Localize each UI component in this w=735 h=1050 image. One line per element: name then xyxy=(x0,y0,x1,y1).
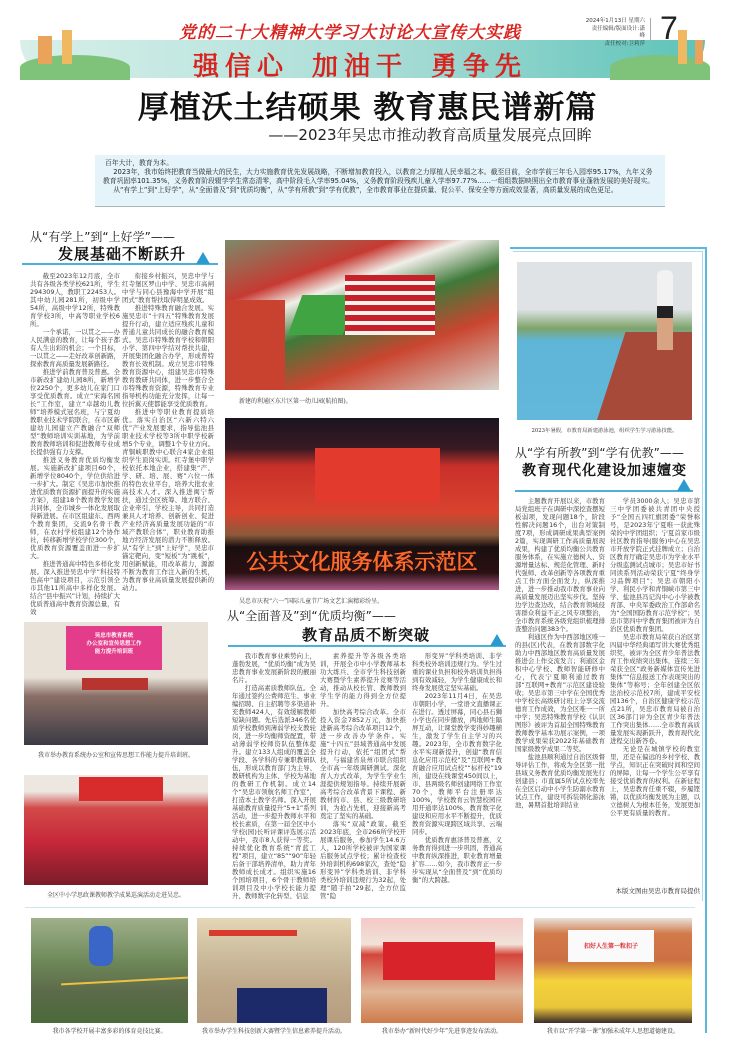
coach-figure xyxy=(657,270,673,350)
photo-youth xyxy=(361,918,523,1023)
paragraph: 学员3000余人；吴忠市第三中学团委被共青团中央授予“全国五四红旗团委”荣誉称号，是2023年宁夏唯一获此殊荣的中学团组织；宁夏首家市级社区教育指导(服务)中心在吴忠市开放学院正式挂牌成立；自治区教育厅确定吴忠市为学业水平分级监测试点城市；吴忠市好书同读系列活动荣获宁夏“终身学习品牌项目”；吴忠市朝阳小学、利民小学和青铜峡市第三中学、盐池县冯记沟中心小学被教育部、中央军委政治工作部命名为“全国国防教育示范学校”；吴忠市第四中学教育集团被评为自治区优质教育集团。 xyxy=(610,497,700,633)
banner-line: 能力提升培训班 xyxy=(94,649,134,655)
stage-table xyxy=(82,678,148,690)
section2-column-2 xyxy=(320,652,406,904)
issue-date: 2024年1月13日 星期六 xyxy=(585,18,645,24)
paragraph: 素养提升等各级各类培训，开展全市中小学教师基本功大练兵、全市学生科技创新大赛暨学生素养提升竞赛等活动，推动从校长管、教师教到学生学的能力得到全方位提升。 xyxy=(320,652,406,708)
section3-column-1 xyxy=(515,497,605,881)
section3-column-2 xyxy=(610,497,700,881)
paragraph: 一个承诺，一以贯之——办人民满意的教育，让每个孩子都有人生出彩的机会；一个目标，一以贯之——走好改革创新路，探索教育高质量发展新路径。 xyxy=(30,328,120,368)
photo-sports xyxy=(31,918,188,1023)
photo-training xyxy=(24,622,208,745)
right-building-decoration xyxy=(695,40,703,64)
intro-paragraph: 2023年，我市始终把教育当做最大的民生，大力实施教育优先发展战略，不断增加教育投入，以教育之力厚植人民幸福之本。截至目前，全市学前三年毛入园率95.17%，九年义务教育巩固率101.35%，义务教育阶段辍学学生常态清零，高中阶段毛入学率95.04%，义务教育阶段残疾儿童入学率97.77%……一组组数据映照出全市教育事业蓬勃发展的美好现实。 xyxy=(103,168,655,185)
paragraph: 加快高考综合改革。全市投入资金7852万元，加快推进新高考综合改革项目12个，进一步改善办学条件。实施“十四五”县域普通高中发展提升行动，依托“组团式”帮扶，与福建省泉州市联合组织全市高一年级调研测试。深化育人方式改革，为学生学业生涯提供规划指导。持续开展新高考综合改革背景下课程、新教材的市、县、校三级教研培训，为抢占先机，迎接新高考奠定了坚实的基础。 xyxy=(320,708,406,820)
section2-heading: 教育品质不断突破 xyxy=(302,626,431,644)
school-building xyxy=(345,275,435,335)
issue-info xyxy=(585,18,645,48)
section3-rule xyxy=(515,490,693,492)
section2-kicker: 从“全面普及”到“优质均衡”—— xyxy=(227,609,396,623)
paragraph: 优质教育惠泽普及普惠，义务教育得到进一步巩固，普通高中教育纵深推进，职业教育增量扩容……如今，我市教育正一步步实现从“全面普及”到“优质均衡”的大跨越。 xyxy=(412,836,502,884)
paragraph: 推进中等职业教育提质培优。落实自治区“六新六特六优”产业发展要求，指导盐池县职业技术学校等3所中职学校新增5个专业，调整1个专业方向。青铜峡职教中心联合4家企业组织学生顶岗实训。红寺堡中职学校依托本地企业，搭建集“产、学、研、培、展、赛”六位一体的特色农业平台，培养大批农业高技术人才。深入推进闽宁帮扶，通过全区统筹、地方联合、企业牵引、学校主导，共同打造兼具人才培养、创新创业、促进产业经济高质量发展功能的“市域产教联合体”，职业教育助推地方经济发展的潜力不断释放。从“有学上”到“上好学”，吴忠市锚定靶向，变“短板”为“跳板”，用创新赋能，用改革蓄力，源源不断为教育工作注入新的生机，为教育事业高质量发展提供新的动力。 xyxy=(122,408,214,592)
photo-caption: 吴忠市庆祝“六一”国际儿童节广场文艺汇演精彩纷呈。 xyxy=(239,598,384,605)
photo-firstclass xyxy=(534,918,692,1023)
photo-kindergarten xyxy=(225,240,499,390)
section1-heading: 发展基础不断跃升 xyxy=(58,245,187,263)
section1-column-1 xyxy=(30,272,120,617)
left-scenery-decoration xyxy=(20,55,130,80)
tour-banner xyxy=(79,777,163,801)
paragraph: 吴忠市教育局荣获自治区第四届中华经典诵写讲大赛优秀组织奖，被评为全区青少年普法教育工作成绩突出集体，连续三年荣获全区“政务新媒体宣传先进集体”“信息报送工作表现突出的集体”等称号；全年创建全区依法治校示范校7所，建成平安校园136个，自治区健康学校示范点21所，吴忠市教育局被自治区36部门评为全区青少年普法工作突出集体……全市教育高质量发展实现新跃升，教育现代化进程交出新答卷。 xyxy=(610,633,700,745)
robot-banner xyxy=(209,930,297,936)
paragraph: 落实“双减”政策。截至2023年底，全市266所学校开展课后服务，参加学生14.6万人，120所学校被评为国家课后服务试点学校；累计检查校外培训机构698家次，查处“隐形变异”学科类培训、非学科类校外培训违规行为32起，处理“随手拍”29起，全方位监管“隐 xyxy=(320,820,406,900)
photo-robot xyxy=(197,918,351,1023)
paragraph: 打造高素质教师队伍。全年通过签约公费师范生、事业编招聘、自主招聘等多渠道补充教师424人，有效缓解教师短缺问题。先后选派346名优质学校教师到薄弱学校支教轮岗，进一步均衡师资配置，带动薄弱学校师资队伍整体提升。建立133人组成的覆盖全学段、各学科的专兼职教研队伍，形成以教育部门为主导、教研机构为主体、学校为基地的教研工作机制。成立14个“吴忠市领航名师工作室”，打造本土教学名师。深入开展基础教育质量提升“5+1”系列活动，进一步提升教师水平和校长素质，在第一届全区中小学校(园)长听评课评选展示活动中，我市8人获得一等奖。持续优化教育系统“青蓝工程”项目，建立“85”“90”年轻后备干部培养清单，助力青年教师成长成才。组织实施16个国培项目，6个骨干教师培训项目及中小学校长能力提升、教师数字化转型、信息 xyxy=(232,684,316,900)
section1-kicker: 从“有学上”到“上好学”—— xyxy=(30,230,175,244)
screen-text: 扣好人生第一粒扣子 xyxy=(583,943,638,950)
left-pagoda-decoration xyxy=(62,30,72,64)
page-title: 厚植沃土结硕果 教育惠民谱新篇 xyxy=(137,90,598,126)
paragraph: 推进学前教育普及普惠。全市新改扩建幼儿园8所，新增学位2250个，更多幼儿在家门口享受优质教育。成立“宋海名园长”工作室，建立“卓越幼儿教师”培养模式冠名班，与宁夏幼教职业技术学院联合，在市区新建幼儿园建立产教融合“双师型”教师培训实训基地，为学前教育教师培训和促进教师专业成长提供强有力支撑。 xyxy=(30,368,120,456)
intro-box xyxy=(95,155,665,207)
photo-caption: 新建的利通区东片区第一幼儿园(航拍图)。 xyxy=(239,398,352,405)
triangle-icon xyxy=(490,634,504,646)
divider xyxy=(25,907,695,908)
paragraph: 利通区作为中西部地区唯一的县(区)代表，在教育部数字化助力中西部地区教育高质量发展推进会上作交流发言；利通区金积中心学校、教师智能研修中心，代表宁夏顺利通过教育部“互联网+教育”示范区建设验收；吴忠市第三中学在全国优秀中学校长高级研讨班上分享交流德育工作成效，为全区唯一一所中学；吴忠特殊教育学校《认识图形》被评为首届全国特殊教育教师教学基本功展示案例，一项教学成果荣获2022年基础教育国家级教学成果二等奖。 xyxy=(515,633,605,753)
paragraph: 衔接乡村振兴，吴忠中学与红寺堡区罗山中学、吴忠市高闸中学与同心县豫海中学开展“组团式”教育帮扶取得明显成效。 xyxy=(122,272,214,304)
photo-tour xyxy=(24,775,208,885)
divider xyxy=(650,18,651,42)
photo-caption: 我市各学校开展丰富多彩的体育竞技比赛。 xyxy=(52,1028,167,1035)
section3-heading: 教育现代化建设加速嬗变 xyxy=(522,463,687,479)
firstclass-screen xyxy=(568,930,654,962)
pool-deck xyxy=(597,332,692,420)
paragraph: 无论是在城镇学校的教室里，还是在偏远的乡村学校、教学点，知识正在突破时间和空间的屏障，让每一个学生公平享有接受优质教育的权利。在新征程上，吴忠教育任重不辍，步履铿锵，以优质均衡发展为主题，以立德树人为根本任务，发展更加公平更有质量的教育。 xyxy=(610,745,700,817)
high-jump-bar xyxy=(61,977,188,986)
paragraph: 推进特殊教育融合发展。实施吴忠市“十四五”特殊教育发展提升行动，建立适应残疾儿童和普通儿童共同成长的融合教育模式。吴忠市特殊教育学校和朝阳小学、第四中学结对帮扶共建，开展集团化融合办学，形成普特教育长效机制。成立吴忠市特殊教育资源中心，组建吴忠市特殊教育教研共同体，进一步整合全市特殊教育资源，特殊教育专业指导机构功能充分发挥，让每一位折翼天使都能享受优质教育。 xyxy=(122,304,214,408)
right-pagoda-decoration xyxy=(678,30,687,64)
banner-line: 办公室和宣传思想工作 xyxy=(86,641,142,647)
paragraph: 主题教育开展以来，市教育局党组班子在调研中深挖查摆短板弱项，发现问题18个，阶段性解决问题16个，出台对策制度7项，形成调研成果典型案例2篇，实现调研工作高质量展现成果，构建了优质均衡公共教育服务体系，在实施立德树人、资源增量达标、规范化管理、新时代强师、改革创新等各项教育重点工作方面全面发力，纵深推进，进一步推动我市教育事业向高质量发展迈出坚实步伐。坚持边学边查边改，结合教育领域侵害群众利益不正之风专项整治，全市教育系统各级党组织梳理排查整治问题383个。 xyxy=(515,497,605,633)
stage-led-text: 公共文化服务体系示范区 xyxy=(246,550,478,574)
photo-caption: 我市举办学生科技创新大赛暨学生信息素养提升活动。 xyxy=(201,1028,346,1035)
paragraph: 我市教育事业乘势向上，蓬勃发展，“优质均衡”成为吴忠教育事业发展新阶段的靓丽名片。 xyxy=(232,652,316,684)
paragraph: 推进义务教育优质均衡发展。实施新改扩建项目60个，新增学位8040个，学位供给进一步扩大。制定《吴忠市加快推进优质教育资源扩面提升的实施方案》，组建18个教育教学发展共同体，全市城乡一体化发展取得新进展。在市区组建东、西两个教育集团，交流9名骨干教师，在农村学校组建12个协作社，转移新增学校学位300个，优质教育资源覆盖面进一步扩大。 xyxy=(30,456,120,560)
section1-rule xyxy=(22,263,218,265)
paragraph: 截至2023年12月底，全市共有各级各类学校621所，学生294309人，教职工22453人。其中幼儿园281所，初级中学54所，高级中学12所，特殊教育学校3所，中高等职业学校6所。 xyxy=(30,272,120,328)
section2-column-3 xyxy=(412,652,502,904)
photo-caption: 我市举办“新时代好少年”先进事迹发布活动。 xyxy=(381,1028,503,1035)
proofreader-credit: 责任校对:卫莉萍 xyxy=(604,40,645,47)
section3-kicker: 从“学有所教”到“学有优教”—— xyxy=(515,446,684,460)
robot-track-mat xyxy=(237,988,327,1023)
slogan-main: 强信心 加油干 勇争先 xyxy=(192,52,528,82)
youth-screen xyxy=(383,942,495,980)
left-building-decoration xyxy=(38,36,52,64)
paragraph: 2023年11月4日，在吴忠市朝阳小学，一堂语文直播课正在进行。透过屏幕，同心县石狮小学也在同步播放，两地师生隔屏互动，让课堂教学变得妙趣横生，激发了学生自主学习的兴趣。2023年，全市教育数字化水平实现新提升，创建“教育信息化应用示范校”及“互联网+教育融合应用试点校”“标杆校”19所，建设在线课堂450间以上，市、县两级名师创建网络工作室70个，教师平台注册率达100%，学校教育云智慧校园应用开通率达100%，教育数字化建设和应用水平不断提升，优质教育资源实现跨区域共享、云端同步。 xyxy=(412,692,502,836)
photo-pool xyxy=(517,262,692,420)
section1-column-2 xyxy=(122,272,214,617)
editor-credit: 责任编辑/版面设计:潇 峰 xyxy=(591,25,645,39)
page-subtitle: ——2023年吴忠市推动教育高质量发展亮点回眸 xyxy=(268,126,592,144)
photo-caption: 2023年暑假，市教育局新建游泳池，组织学生学习游泳技能。 xyxy=(531,428,678,434)
photo-stage xyxy=(225,418,499,590)
banner-line: 吴忠市教育系统 xyxy=(94,633,134,639)
intro-paragraph: 从“有学上”到“上好学”，从“全面普及”到“优质均衡”，从“学有所教”到“学有优教”，全市教育事业在提质量、促公平、保安全等方面成效显著，高质量发展的成色更足。 xyxy=(113,186,618,194)
slogan-top: 党的二十大精神大学习大讨论大宣传大实践 xyxy=(179,23,521,43)
photo-credit: 本版文图由吴忠市教育局提供 xyxy=(615,887,700,895)
paragraph: 推进普通高中特色多样化发展。深入推进吴忠中学“科技特色高中”建设项目，示范引领全市其他11所高中多样化发展。结合“县中振兴”计划，持续扩大优质普通高中教育资源总量，有效 xyxy=(30,560,120,616)
photo-caption: 全区中小学思政课教师教学成果巡演活动走进吴忠。 xyxy=(46,892,185,899)
section2-column-1 xyxy=(232,652,316,904)
triangle-icon xyxy=(677,479,691,491)
paragraph: 盐池县顺利通过自治区级督导评估工作，将成为全区第一批县域义务教育优质均衡发展先行创建县；市直属5所试点校率先在全区启动中小学生防溺水教育试点工作，建设可拆装钢化游泳池，暑期首批培训结业 xyxy=(515,753,605,809)
page-number: 7 xyxy=(660,10,678,46)
triangle-icon xyxy=(196,252,210,264)
stage-screen xyxy=(315,448,440,503)
photo-caption: 我市以“开学第一课”加强未成年人思想道德建设。 xyxy=(546,1028,680,1035)
paragraph: 形变异”学科类培训、非学科类校外培训违规行为。学生过重的课业负担和校外培训负担得到有效减轻，为学生健康成长和终身发展奠定坚实基础。 xyxy=(412,652,502,692)
section2-rule xyxy=(228,645,506,647)
running-track xyxy=(225,300,285,390)
intro-paragraph: 百年大计，教育为本。 xyxy=(105,159,173,167)
photo-caption: 我市举办教育系统办公室和宣传思想工作能力提升培训班。 xyxy=(37,752,194,759)
jumper-figure xyxy=(89,926,113,966)
training-banner xyxy=(66,626,162,670)
